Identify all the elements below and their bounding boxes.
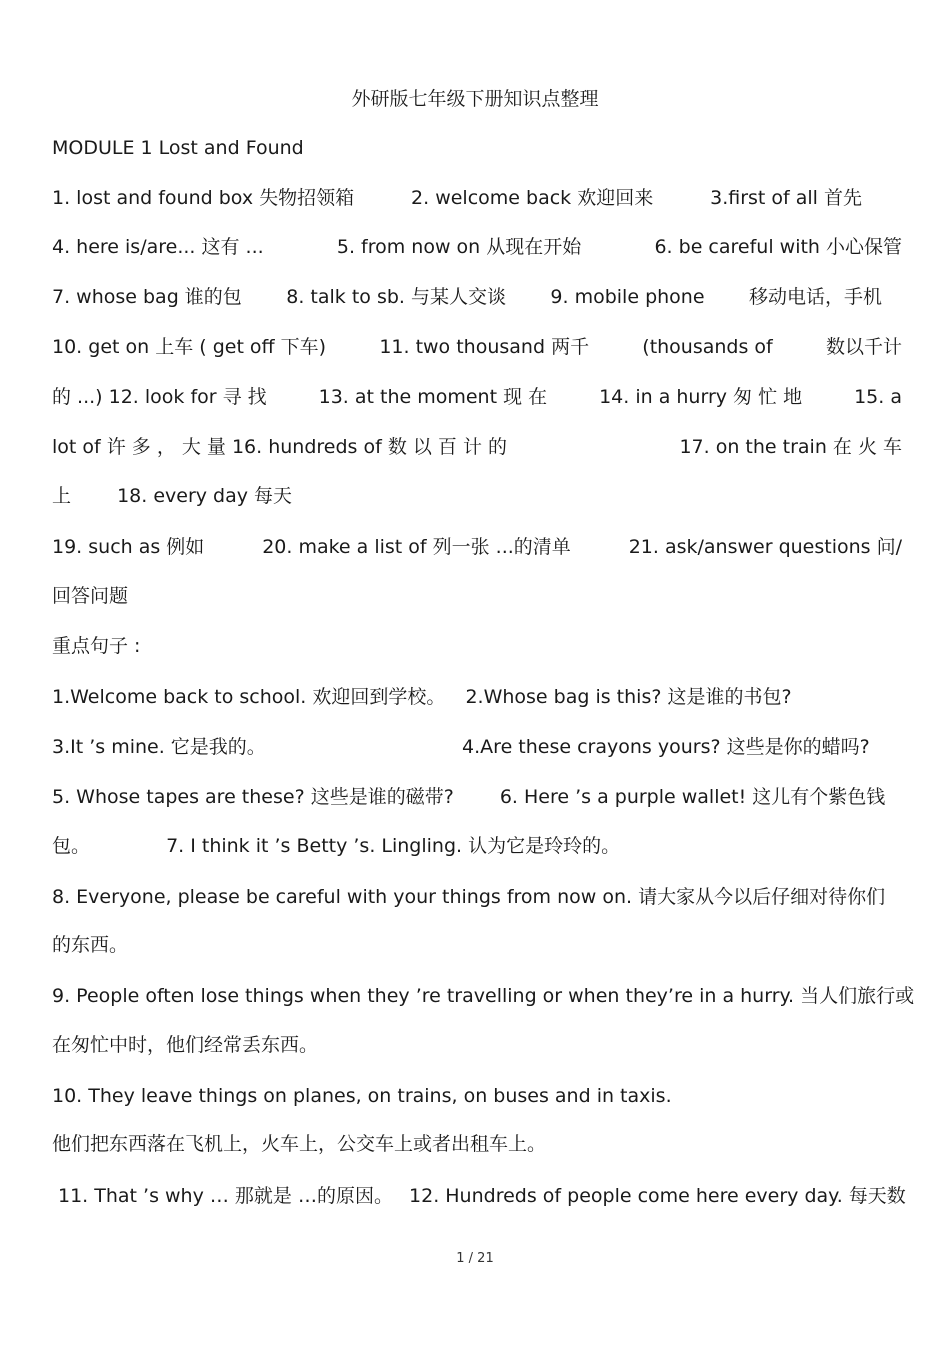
phrase-item: 10. get on 上车 ( get off 下车) — [52, 336, 327, 358]
sentence-line-11 — [58, 1183, 906, 1209]
sentence-line-5: 8. Everyone, please be careful with your things from now on. 请大家从今以后仔细对待你们 — [52, 886, 886, 908]
phrase-line-2 — [52, 234, 902, 260]
phrase-item: 20. make a list of 列一张 ...的清单 — [262, 536, 571, 558]
sentence-line-10: 他们把东西落在飞机上，火车上，公交车上或者出租车上。 — [52, 1133, 547, 1155]
sentence-item: 2.Whose bag is this? 这是谁的书包? — [465, 686, 792, 708]
sentence-line-6: 的东西。 — [52, 934, 129, 956]
sentence-line-2 — [52, 734, 902, 760]
phrase-line-4 — [52, 334, 902, 360]
phrase-item: 移动电话，手机 — [748, 286, 882, 308]
sentence-line-3 — [52, 784, 902, 810]
phrase-item: 11. two thousand 两千 — [379, 336, 590, 358]
document-title: 外研版七年级下册知识点整理 — [351, 88, 599, 110]
phrase-item: 2. welcome back 欢迎回来 — [411, 187, 654, 209]
phrase-item: lot of 许 多 ， 大 量 16. hundreds of 数 以 百 计 的 — [52, 436, 507, 458]
sentence-line-8: 在匆忙中时，他们经常丢东西。 — [52, 1034, 319, 1056]
sentence-item: 11. That ’s why … 那就是 …的原因。 — [58, 1185, 393, 1207]
sentence-line-1 — [52, 684, 902, 710]
module-heading: MODULE 1 Lost and Found — [52, 137, 304, 159]
phrase-item: 5. from now on 从现在开始 — [336, 236, 582, 258]
sentence-item: 4.Are these crayons yours? 这些是你的蜡吗? — [462, 736, 870, 758]
phrase-item: 8. talk to sb. 与某人交谈 — [286, 286, 506, 308]
sentence-item: 7. I think it ’s Betty ’s. Lingling. 认为它是玲玲的。 — [166, 835, 621, 857]
phrase-item: 6. be careful with 小心保管 — [654, 236, 902, 258]
sentence-line-7: 9. People often lose things when they ’re travelling or when they’re in a hurry. 当人们旅行或 — [52, 985, 915, 1007]
phrase-item: 7. whose bag 谁的包 — [52, 286, 242, 308]
page-number: 1 / 21 — [456, 1251, 494, 1266]
phrase-line-6 — [52, 434, 902, 460]
phrase-item: 1. lost and found box 失物招领箱 — [52, 187, 355, 209]
sentence-line-9: 10. They leave things on planes, on trains, on buses and in taxis. — [52, 1085, 672, 1107]
sentence-item: 包。 — [52, 835, 91, 857]
sentence-item: 6. Here ’s a purple wallet! 这儿有个紫色钱 — [499, 786, 886, 808]
phrase-line-3 — [52, 284, 902, 310]
phrase-line-5 — [52, 384, 902, 410]
phrase-item: 21. ask/answer questions 问/ — [628, 536, 902, 558]
phrase-item: 14. in a hurry 匆 忙 地 — [599, 386, 803, 408]
phrase-line-9: 回答问题 — [52, 585, 129, 607]
phrase-item: 19. such as 例如 — [52, 536, 205, 558]
phrase-item: 3.first of all 首先 — [710, 187, 862, 209]
phrase-item: 15. a — [854, 386, 902, 408]
phrase-item: 13. at the moment 现 在 — [318, 386, 548, 408]
phrase-item: 的 ...) 12. look for 寻 找 — [52, 386, 267, 408]
sentence-item: 1.Welcome back to school. 欢迎回到学校。 — [52, 686, 446, 708]
sentence-item: 5. Whose tapes are these? 这些是谁的磁带? — [52, 786, 454, 808]
phrase-line-8 — [52, 534, 902, 560]
key-sentences-heading: 重点句子 : — [52, 635, 141, 657]
sentence-item: 3.It ’s mine. 它是我的。 — [52, 736, 266, 758]
phrase-item: 9. mobile phone — [550, 286, 705, 308]
sentence-item: 12. Hundreds of people come here every day. 每天数 — [409, 1185, 906, 1207]
phrase-item: 18. every day 每天 — [117, 485, 293, 507]
phrase-line-7 — [52, 483, 902, 509]
phrase-line-1 — [52, 185, 902, 211]
phrase-item: (thousands of — [642, 336, 773, 358]
phrase-item: 上 — [52, 485, 72, 507]
phrase-item: 17. on the train 在 火 车 — [679, 436, 902, 458]
phrase-item: 数以千计 — [825, 336, 902, 358]
phrase-item: 4. here is/are... 这有 ... — [52, 236, 264, 258]
sentence-line-4 — [52, 833, 902, 859]
